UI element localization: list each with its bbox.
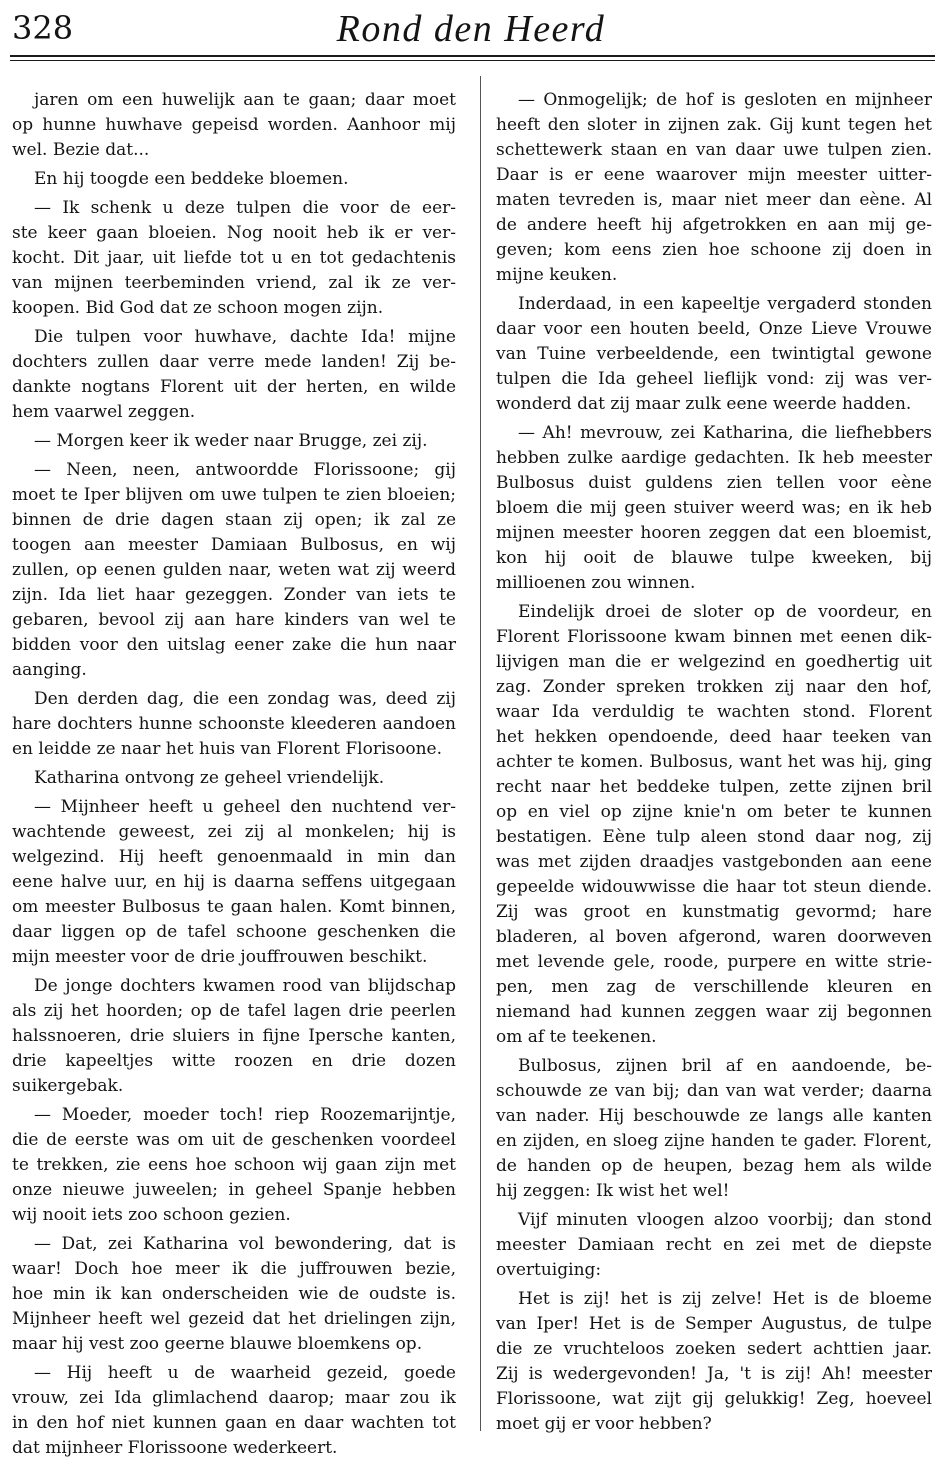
text-line: Zij is wedergevonden! Ja, 't is zij! Ah! meester — [496, 1364, 932, 1384]
text-line: die ze vruchteloos zoeken sedert achttien jaar. — [496, 1339, 932, 1359]
text-line: te trekken, zie eens hoe schoon wij gaan zijn met — [12, 1155, 456, 1175]
text-line: — Moeder, moeder toch! riep Roozemarijntje, — [34, 1105, 456, 1125]
text-line: gebaren, bevool zij aan hare kinders van wel te — [12, 610, 456, 630]
text-line: wij nooit iets zoo schoon gezien. — [12, 1205, 291, 1225]
paragraph — [12, 766, 456, 791]
text-line: mijnen meester hooren zeggen dat een bloemist, — [496, 523, 932, 543]
text-line: schouwde ze van bij; dan van wat verder; daarna — [496, 1081, 932, 1101]
text-line: pen, men zag de verschillende kleuren en — [496, 977, 932, 997]
text-line: — Morgen keer ik weder naar Brugge, zei zij. — [34, 431, 428, 451]
text-line: moet te Iper blijven om uwe tulpen te zien bloeien; — [12, 485, 456, 505]
paragraph — [12, 458, 456, 683]
text-line: — Onmogelijk; de hof is gesloten en mijnheer — [518, 90, 932, 110]
text-line: — Mijnheer heeft u geheel den nuchtend ver- — [34, 797, 456, 817]
text-line: bestatigen. Eène tulp aleen stond daar nog, zij — [496, 827, 932, 847]
text-line: — Ah! mevrouw, zei Katharina, die liefhebbers — [518, 423, 932, 443]
text-line: Die tulpen voor huwhave, dachte Ida! mijne — [34, 327, 456, 347]
text-line: bloem die mij geen stuiver weerd was; en ik heb — [496, 498, 932, 518]
text-line: zullen, op eenen gulden naar, weten wat zij weerd — [12, 560, 456, 580]
text-line: hoe min ik kan onderscheiden wie de oudste is. — [12, 1284, 456, 1304]
text-line: met levende gele, roode, purpere en witte strie- — [496, 952, 932, 972]
text-line: van Tuine verbeeldende, een twintigtal gewone — [496, 344, 932, 364]
text-line: zijn. Ida liet haar gezeggen. Zonder van iets te — [12, 585, 456, 605]
text-line: gepeelde widouwwisse die haar tot steun diende. — [496, 877, 932, 897]
text-line: zag. Zonder spreken trokken zij naar den hof, — [496, 677, 932, 697]
text-line: op hunne huwhave gepeisd worden. Aanhoor mij — [12, 115, 456, 135]
text-line: ste keer gaan bloeien. Nog nooit heb ik er ver- — [12, 223, 456, 243]
text-column-right — [496, 88, 932, 1441]
text-line: En hij toogde een beddeke bloemen. — [34, 169, 349, 189]
paragraph — [496, 421, 932, 596]
paragraph — [12, 88, 456, 163]
text-line: waar Ida verduldig te wachten stond. Florent — [496, 702, 932, 722]
paragraph — [12, 1361, 456, 1461]
paragraph — [496, 292, 932, 417]
text-line: overtuiging: — [496, 1260, 602, 1280]
paragraph — [496, 1208, 932, 1283]
text-line: wachtende geweest, zei zij al monkelen; hij is — [12, 822, 456, 842]
text-line: koopen. Bid God dat ze schoon mogen zijn. — [12, 298, 384, 318]
text-line: wel. Bezie dat... — [12, 140, 150, 160]
text-line: Zij was groot en kunstmatig gevormd; hare — [496, 902, 932, 922]
text-line: Bulbosus, zijnen bril af en aandoende, be- — [518, 1056, 932, 1076]
text-line: hem vaarwel zeggen. — [12, 402, 196, 422]
text-line: maten tevreden is, maar niet meer dan eène. Al — [496, 190, 932, 210]
text-line: geven; kom eens zien hoe schoone zij doen in — [496, 240, 932, 260]
text-line: tulpen die Ida geheel lieflijk vond: zij was ver- — [496, 369, 932, 389]
header-rule-thin — [10, 60, 935, 61]
text-line: meester Damiaan recht en zei met de diepste — [496, 1235, 932, 1255]
text-line: lijvigen man die er welgezind en goedhertig uit — [496, 652, 932, 672]
text-line: suikergebak. — [12, 1076, 124, 1096]
text-line: heeft den sloter in zijnen zak. Gij kunt tegen het — [496, 115, 932, 135]
text-line: aanging. — [12, 660, 87, 680]
text-line: wonderd dat zij maar zulk eene weerde hadden. — [496, 394, 912, 414]
paragraph — [12, 1232, 456, 1357]
paragraph — [12, 196, 456, 321]
text-line: Eindelijk droei de sloter op de voordeur, en — [518, 602, 932, 622]
text-line: — Neen, neen, antwoordde Florissoone; gij — [34, 460, 456, 480]
text-line: mijn meester voor de drie jouffrouwen beschikt. — [12, 947, 428, 967]
text-line: daar liggen op de tafel schoone geschenken die — [12, 922, 456, 942]
text-line: hij zeggen: Ik wist het wel! — [496, 1181, 730, 1201]
text-line: op en viel op zijne knie'n om beter te kunnen — [496, 802, 932, 822]
paragraph — [496, 1054, 932, 1204]
paragraph — [12, 429, 456, 454]
text-line: was met zijden draadjes vastgebonden aan eene — [496, 852, 932, 872]
text-line: drie kapeeltjes witte roozen en drie dozen — [12, 1051, 456, 1071]
text-line: die de eerste was om uit de geschenken voordeel — [12, 1130, 456, 1150]
text-line: dochters zullen daar verre mede landen! Zij be- — [12, 352, 456, 372]
text-line: het hekken opendoende, deed haar teeken van — [496, 727, 932, 747]
page-header — [0, 0, 942, 68]
text-line: dat mijnheer Florissoone wederkeert. — [12, 1438, 338, 1458]
text-line: Daar is er eene waarover mijn meester uitter- — [496, 165, 932, 185]
text-line: niemand had kunnen zeggen waar zij begonnen — [496, 1002, 932, 1022]
text-line: — Dat, zei Katharina vol bewondering, dat is — [34, 1234, 456, 1254]
text-line: achter te komen. Bulbosus, want het was hij, ging — [496, 752, 932, 772]
text-line: mijne keuken. — [496, 265, 618, 285]
text-line: bladeren, al boven afgerond, waren doorweven — [496, 927, 932, 947]
text-column-left — [12, 88, 456, 1465]
text-line: maar hij vest zoo geerne blauwe bloemkens op. — [12, 1334, 423, 1354]
text-line: van nader. Hij beschouwde ze langs alle kanten — [496, 1106, 932, 1126]
paragraph — [12, 795, 456, 970]
text-line: daar voor een houten beeld, Onze Lieve Vrouwe — [496, 319, 932, 339]
text-line: kon hij ooit de blauwe tulpe kweeken, bij — [496, 548, 932, 568]
text-line: binnen de drie dagen staan zij open; ik zal ze — [12, 510, 456, 530]
text-line: als zij het hoorden; op de tafel lagen drie peerlen — [12, 1001, 456, 1021]
paragraph — [12, 167, 456, 192]
text-line: jaren om een huwelijk aan te gaan; daar moet — [34, 90, 456, 110]
text-line: en zijden, en sloeg zijne handen te gader. Florent, — [496, 1131, 932, 1151]
text-line: bidden voor den uitslag eener zake die hun naar — [12, 635, 456, 655]
text-line: Den derden dag, die een zondag was, deed zij — [34, 689, 456, 709]
page-number: 328 — [12, 9, 74, 47]
text-line: eene halve uur, en hij is daarna seffens uitgegaan — [12, 872, 456, 892]
text-line: welgezind. Hij heeft genoenmaald in min dan — [12, 847, 456, 867]
column-divider — [480, 76, 481, 1431]
text-line: vrouw, zei Ida glimlachend daarop; maar zou ik — [12, 1388, 456, 1408]
paragraph — [12, 687, 456, 762]
text-line: van Iper! Het is de Semper Augustus, de tulpe — [496, 1314, 932, 1334]
text-line: Het is zij! het is zij zelve! Het is de bloeme — [518, 1289, 932, 1309]
text-line: Inderdaad, in een kapeeltje vergaderd stonden — [518, 294, 932, 314]
text-line: Florent Florissoone kwam binnen met eenen dik- — [496, 627, 932, 647]
text-line: van mijnen teerbeminden vriend, zal ik ze ver- — [12, 273, 456, 293]
text-line: de handen op de heupen, bezag hem als wilde — [496, 1156, 932, 1176]
paragraph — [496, 1287, 932, 1437]
text-line: millioenen zou winnen. — [496, 573, 696, 593]
text-line: kocht. Dit jaar, uit liefde tot u en tot gedachtenis — [12, 248, 456, 268]
text-line: in den hof niet kunnen gaan en daar wachten tot — [12, 1413, 456, 1433]
text-line: en leidde ze naar het huis van Florent Florisoone. — [12, 739, 443, 759]
text-line: om meester Bulbosus te gaan halen. Komt binnen, — [12, 897, 456, 917]
text-line: Florissoone, wat zijt gij gelukkig! Zeg, hoeveel — [496, 1389, 932, 1409]
text-line: waar! Doch hoe meer ik die juffrouwen bezie, — [12, 1259, 456, 1279]
paragraph — [12, 1103, 456, 1228]
text-line: hebben zulke aardige gedachten. Ik heb meester — [496, 448, 932, 468]
text-line: toogen aan meester Damiaan Bulbosus, en wij — [12, 535, 456, 555]
paragraph — [12, 325, 456, 425]
text-line: recht naar het beddeke tulpen, zette zijnen bril — [496, 777, 932, 797]
paragraph — [496, 600, 932, 1050]
text-line: halssnoeren, drie sluiers in fijne Ipersche kanten, — [12, 1026, 456, 1046]
running-title: Rond den Heerd — [336, 8, 606, 50]
text-line: om af te teekenen. — [496, 1027, 657, 1047]
header-rule — [10, 55, 935, 57]
text-line: onze nieuwe juweelen; in geheel Spanje hebben — [12, 1180, 456, 1200]
text-line: de andere heeft hij afgetrokken en aan mij ge- — [496, 215, 932, 235]
text-line: Mijnheer heeft wel gezeid dat het drielingen zijn, — [12, 1309, 456, 1329]
text-line: — Hij heeft u de waarheid gezeid, goede — [34, 1363, 456, 1383]
text-line: Vijf minuten vloogen alzoo voorbij; dan stond — [518, 1210, 932, 1230]
text-line: moet gij er voor hebben? — [496, 1414, 712, 1434]
text-line: hare dochters hunne schoonste kleederen aandoen — [12, 714, 456, 734]
text-line: — Ik schenk u deze tulpen die voor de eer- — [34, 198, 456, 218]
paragraph — [12, 974, 456, 1099]
text-line: Katharina ontvong ze geheel vriendelijk. — [34, 768, 385, 788]
text-line: Bulbosus duist guldens zien tellen voor eène — [496, 473, 932, 493]
paragraph — [496, 88, 932, 288]
text-line: dankte nogtans Florent uit der herten, en wilde — [12, 377, 456, 397]
text-line: De jonge dochters kwamen rood van blijdschap — [34, 976, 456, 996]
text-line: schettewerk staan en van daar uwe tulpen zien. — [496, 140, 932, 160]
